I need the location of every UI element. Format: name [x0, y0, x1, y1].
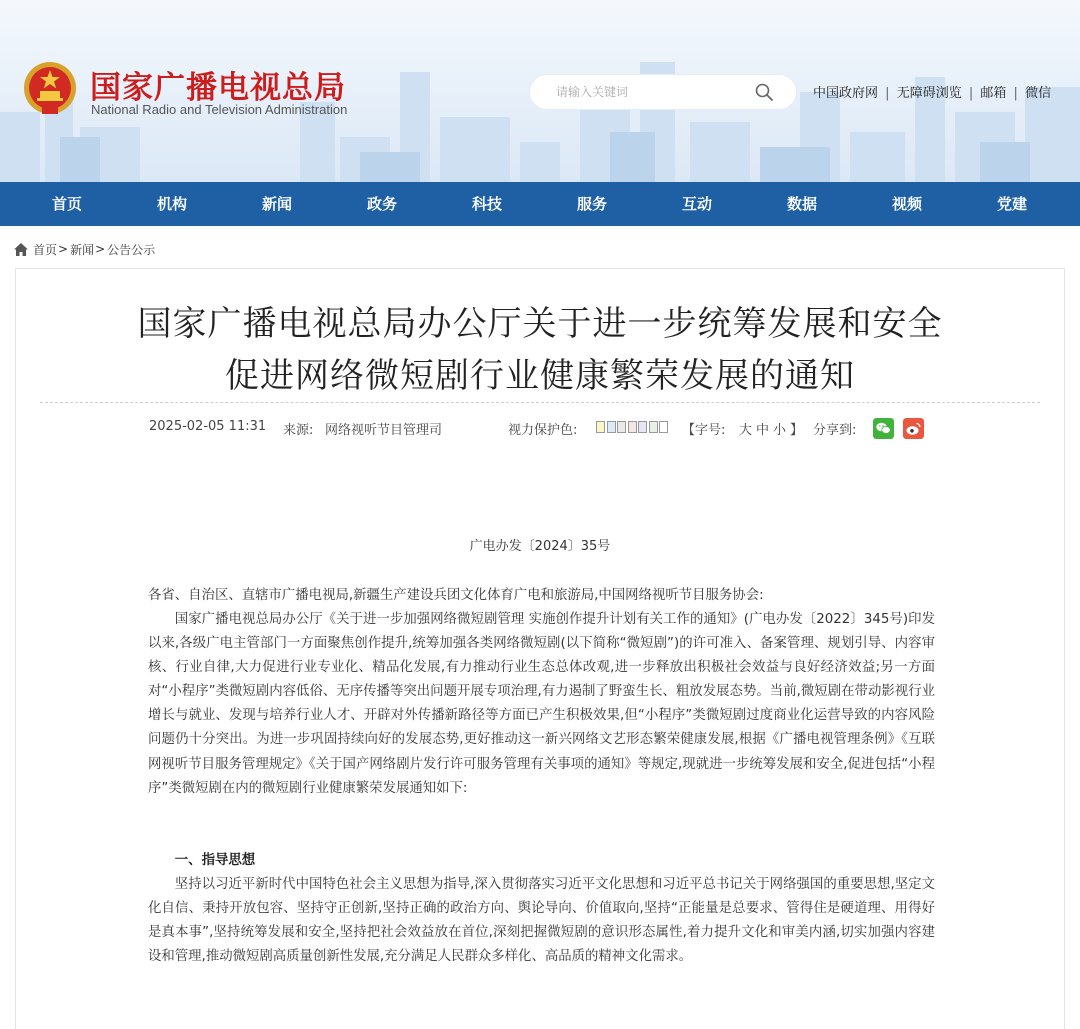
nav-item-home[interactable]: 首页 — [51, 195, 82, 213]
article-paragraph: 坚持以习近平新时代中国特色社会主义思想为指导,深入贯彻落实习近平文化思想和习近平总书记关于网络强国的重要思想,坚定文化自信、秉持开放包容、坚持守正创新,坚持正确的政治方向、舆论导向、价值取向,坚持“正能量是总要求、管得住是硬道理、用得好是真本事”,坚持统筹发展和安全,坚持把社会效益放在首位,深刻把握微短剧的意识形态属性,着力提升文化和审美内涵,切实加强内容建设和管理,推动微短剧高质量创新性发展,充分满足人民群众多样化、高品质的精神文化需求。 — [148, 877, 935, 965]
breadcrumb-announcements[interactable]: 公告公示 — [107, 242, 156, 257]
national-emblem-logo[interactable] — [22, 60, 78, 118]
search-input[interactable] — [556, 75, 746, 109]
link-accessibility[interactable]: 无障碍浏览 — [896, 86, 962, 101]
link-wechat[interactable]: 微信 — [1025, 86, 1052, 101]
top-link-separator: | — [968, 86, 974, 101]
eye-color-swatch[interactable] — [596, 421, 605, 433]
nav-item-interaction[interactable]: 互动 — [681, 195, 712, 213]
site-header — [0, 0, 1080, 182]
title-divider — [40, 402, 1040, 403]
weibo-share-icon[interactable] — [903, 418, 924, 439]
article-title-line2: 促进网络微短剧行业健康繁荣发展的通知 — [225, 356, 855, 396]
font-size-open: 【字号: — [682, 423, 726, 438]
wechat-share-icon[interactable] — [873, 418, 894, 439]
breadcrumb-home[interactable]: 首页 — [33, 242, 58, 257]
addressee-line: 各省、自治区、直辖市广播电视局,新疆生产建设兵团文化体育广电和旅游局,中国网络视听节目服务协会: — [148, 588, 764, 603]
link-gov-portal[interactable]: 中国政府网 — [813, 86, 879, 101]
breadcrumb-separator: > — [58, 242, 69, 256]
eye-color-swatch[interactable] — [638, 421, 647, 433]
source-value: 网络视听节目管理司 — [325, 423, 443, 438]
eye-color-swatch[interactable] — [659, 421, 668, 433]
eye-color-swatch[interactable] — [617, 421, 626, 433]
nav-item-video[interactable]: 视频 — [891, 195, 922, 213]
article-title-line1: 国家广播电视总局办公厅关于进一步统筹发展和安全 — [137, 304, 943, 344]
share-label: 分享到: — [813, 423, 857, 438]
publish-date: 2025-02-05 11:31 — [149, 419, 267, 434]
font-size-large[interactable]: 大 — [739, 423, 753, 438]
section-heading: 一、指导思想 — [174, 853, 256, 868]
article-paragraph: 国家广播电视总局办公厅《关于进一步加强网络微短剧管理 实施创作提升计划有关工作的通知》(广电办发〔2022〕345号)印发以来,各级广电主管部门一方面聚焦创作提升,统筹加强各类网络微短剧(以下简称“微短剧”)的许可准入、备案管理、规划引导、内容审核、行业自律,大力促进行业专业化、精品化发展,有力推动行业生态总体改观,进一步释放出积极社会效益与良好经济效益;另一方面对“小程序”类微短剧内容低俗、无序传播等突出问题开展专项治理,有力遏制了野蛮生长、粗放发展态势。当前,微短剧在带动影视行业增长与就业、发现与培养行业人才、开辟对外传播新路径等方面已产生积极效果,但“小程序”类微短剧过度商业化运营导致的内容风险问题仍十分突出。为进一步巩固持续向好的发展态势,更好推动这一新兴网络文艺形态繁荣健康发展,根据《广播电视管理条例》《互联网视听节目服务管理规定》《关于国产网络剧片发行许可服务管理有关事项的通知》等规定,现就进一步统筹发展和安全,促进包括“小程序”类微短剧在内的微短剧行业健康繁荣发展通知如下: — [148, 612, 935, 796]
main-nav — [0, 182, 1080, 226]
nav-item-news[interactable]: 新闻 — [261, 195, 292, 213]
font-size-close: 】 — [790, 423, 804, 438]
breadcrumb — [14, 240, 155, 258]
font-size-small[interactable]: 小 — [773, 423, 787, 438]
nav-item-data[interactable]: 数据 — [786, 195, 817, 213]
breadcrumb-separator: > — [95, 242, 106, 256]
eye-color-swatch[interactable] — [607, 421, 616, 433]
top-links — [813, 82, 1051, 101]
nav-item-affairs[interactable]: 政务 — [366, 195, 397, 213]
document-number: 广电办发〔2024〕35号 — [469, 539, 611, 554]
nav-item-services[interactable]: 服务 — [576, 195, 607, 213]
eye-color-swatch[interactable] — [628, 421, 637, 433]
eye-protect-label: 视力保护色: — [508, 423, 578, 438]
link-mailbox[interactable]: 邮箱 — [980, 86, 1007, 101]
font-size-medium[interactable]: 中 — [756, 423, 770, 438]
eye-color-swatch[interactable] — [649, 421, 658, 433]
nav-item-institution[interactable]: 机构 — [156, 195, 187, 213]
top-link-separator: | — [885, 86, 890, 101]
breadcrumb-news[interactable]: 新闻 — [70, 242, 95, 257]
nav-item-party[interactable]: 党建 — [996, 195, 1027, 213]
nav-item-technology[interactable]: 科技 — [471, 195, 502, 213]
site-name-en: National Radio and Television Administration — [91, 102, 348, 117]
source-label: 来源: — [283, 423, 314, 438]
search-icon[interactable] — [754, 82, 774, 102]
top-link-separator: | — [1013, 86, 1018, 101]
site-name-cn[interactable]: 国家广播电视总局 — [90, 70, 346, 106]
home-icon — [14, 243, 28, 256]
